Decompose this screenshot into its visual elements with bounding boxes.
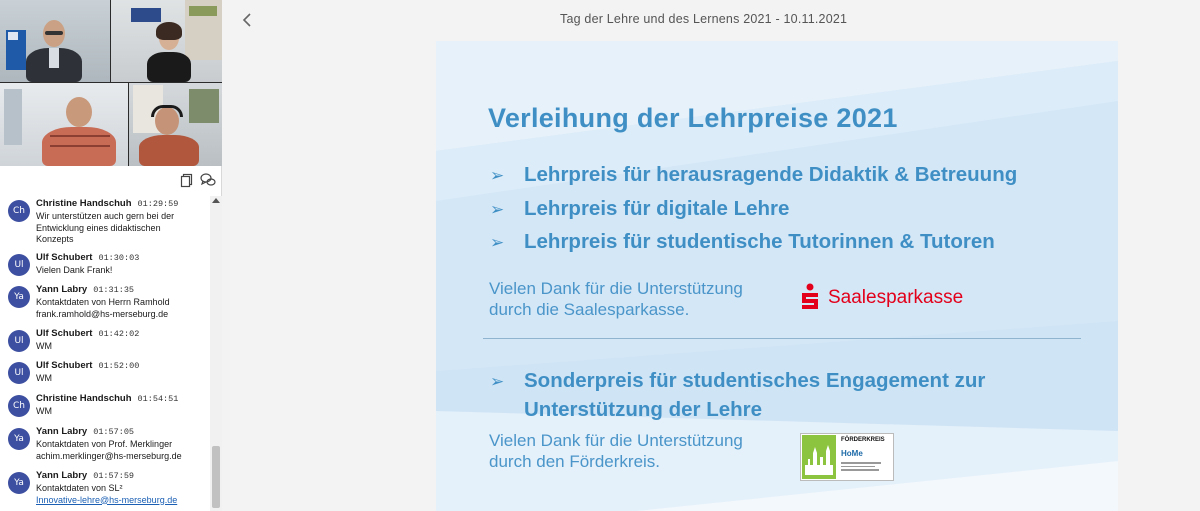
- video-tile-participant-4[interactable]: [129, 83, 222, 166]
- foerderkreis-green-panel: [802, 435, 836, 479]
- arrow-bullet-icon: ➢: [490, 200, 505, 220]
- chevron-left-icon: [240, 10, 254, 30]
- arrow-bullet-icon: ➢: [490, 233, 505, 253]
- scroll-up-arrow-icon[interactable]: [212, 198, 220, 203]
- avatar: Ch: [8, 395, 30, 417]
- video-tile-participant-1[interactable]: [0, 0, 110, 82]
- arrow-bullet-icon: ➢: [490, 166, 505, 186]
- message-time: 01:54:51: [137, 394, 179, 404]
- session-title: Tag der Lehre und des Lernens 2021 - 10.11.2021: [560, 12, 848, 26]
- slide-bullet-special: ➢ Sonderpreis für studentisches Engagement zur Unterstützung der Lehre: [490, 369, 986, 421]
- message-sender: Ulf Schubert 01:42:02: [36, 328, 140, 339]
- message-time: 01:42:02: [98, 329, 140, 339]
- message-text: Vielen Dank Frank!: [36, 265, 113, 275]
- chat-message: [0, 391, 210, 421]
- message-sender: Yann Labry 01:57:05: [36, 426, 135, 437]
- message-sender: Christine Handschuh 01:54:51: [36, 393, 179, 404]
- message-sender: Ulf Schubert 01:52:00: [36, 360, 140, 371]
- message-text: Kontaktdaten von SL² Innovative-lehre@hs-merseburg.de: [36, 483, 206, 506]
- avatar: Ul: [8, 330, 30, 352]
- chat-message: [0, 424, 210, 466]
- slide-title: Verleihung der Lehrpreise 2021: [488, 103, 898, 133]
- message-text: Kontaktdaten von Herrn Ramhold frank.ramhold@hs-merseburg.de: [36, 297, 170, 319]
- message-time: 01:30:03: [98, 253, 140, 263]
- city-skyline-icon: [802, 435, 836, 479]
- arrow-bullet-icon: ➢: [490, 372, 505, 392]
- avatar: Ul: [8, 254, 30, 276]
- slide-bullet: ➢ Lehrpreis für herausragende Didaktik & Betreuung: [490, 163, 1018, 186]
- foerderkreis-brand: HoMe: [841, 449, 863, 458]
- message-time: 01:52:00: [98, 361, 140, 371]
- chat-message: [0, 282, 210, 324]
- message-text: Wir unterstützen auch gern bei der Entwicklung eines didaktischen Konzepts: [36, 211, 175, 244]
- message-text: WM: [36, 406, 52, 416]
- chat-scrollbar[interactable]: [210, 196, 222, 511]
- message-text: WM: [36, 341, 52, 351]
- sparkasse-logo: [798, 281, 978, 313]
- chat-toolbar: [0, 168, 222, 194]
- avatar: Ul: [8, 362, 30, 384]
- slide-divider: [483, 338, 1081, 339]
- chat-message: [0, 468, 210, 510]
- avatar: Ch: [8, 200, 30, 222]
- avatar: Ya: [8, 428, 30, 450]
- avatar: Ya: [8, 472, 30, 494]
- message-sender: Ulf Schubert 01:30:03: [36, 252, 140, 263]
- email-link[interactable]: Innovative-lehre@hs-merseburg.de: [36, 494, 178, 505]
- message-text: Kontaktdaten von Prof. Merklinger achim.merklinger@hs-merseburg.de: [36, 439, 182, 461]
- chat-message: [0, 358, 210, 388]
- thanks-sparkasse: Vielen Dank für die Unterstützung durch die Saalesparkasse.: [489, 279, 743, 319]
- message-time: 01:29:59: [137, 199, 179, 209]
- foerderkreis-logo: [800, 433, 894, 481]
- video-tile-participant-3[interactable]: [0, 83, 128, 166]
- message-time: 01:57:05: [93, 427, 135, 437]
- message-time: 01:31:35: [93, 285, 135, 295]
- message-sender: Yann Labry 01:31:35: [36, 284, 135, 295]
- slide-bullet: ➢ Lehrpreis für studentische Tutorinnen & Tutoren: [490, 230, 995, 253]
- message-sender: Christine Handschuh 01:29:59: [36, 198, 179, 209]
- thanks-foerderkreis: Vielen Dank für die Unterstützung durch den Förderkreis.: [489, 431, 743, 471]
- chat-message: [0, 196, 210, 248]
- message-time: 01:57:59: [93, 471, 135, 481]
- slide-bullet: ➢ Lehrpreis für digitale Lehre: [490, 197, 790, 220]
- foerderkreis-fineprint: [841, 460, 891, 473]
- presentation-slide: [436, 41, 1118, 511]
- video-grid: [0, 0, 222, 166]
- sparkasse-s-icon: [798, 283, 822, 311]
- chat-message-list[interactable]: [0, 196, 210, 511]
- message-text: WM: [36, 373, 52, 383]
- video-tile-participant-2[interactable]: [111, 0, 222, 82]
- message-sender: Yann Labry 01:57:59: [36, 470, 135, 481]
- scrollbar-thumb[interactable]: [212, 446, 220, 508]
- clipboard-icon[interactable]: [180, 172, 198, 190]
- sparkasse-name: Saalesparkasse: [828, 287, 964, 308]
- chat-message: [0, 326, 210, 356]
- back-button[interactable]: [240, 10, 256, 30]
- avatar: Ya: [8, 286, 30, 308]
- chat-bubbles-icon[interactable]: [200, 172, 218, 190]
- foerderkreis-heading: FÖRDERKREIS: [841, 437, 885, 443]
- chat-message: [0, 250, 210, 280]
- left-panel: [0, 0, 222, 511]
